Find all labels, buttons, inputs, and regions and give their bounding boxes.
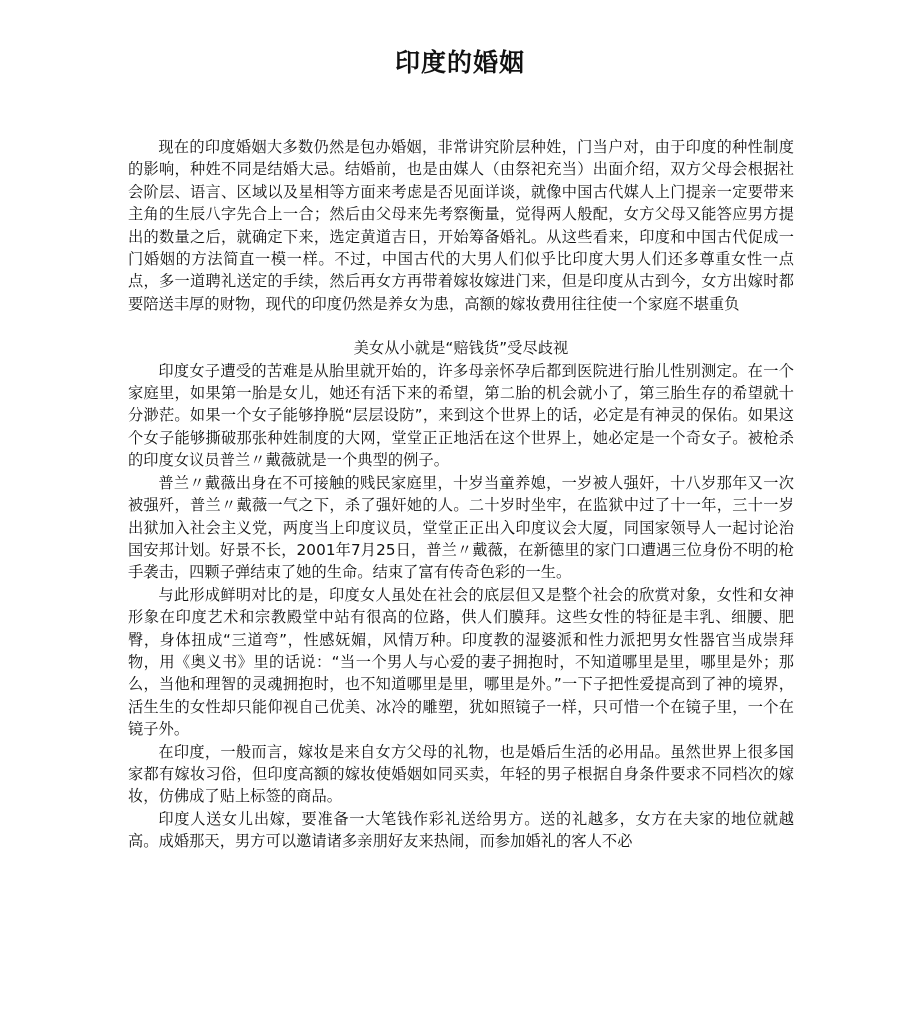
- body-paragraph-3: 与此形成鲜明对比的是，印度女人虽处在社会的底层但又是整个社会的欣赏对象，女性和女神形象在印度艺术和宗教殿堂中站有很高的位路，供人们膜拜。这些女性的特征是丰乳、细腰、肥臀，身体扭成“三道弯”，性感妩媚，风情万种。印度教的湿婆派和性力派把男女性器官当成崇拜物，用《奥义书》里的话说：“当一个男人与心爱的妻子拥抱时，不知道哪里是里，哪里是外；那么，当他和理智的灵魂拥抱时，也不知道哪里是里，哪里是外。”一下子把性爱提高到了神的境界，活生生的女性却只能仰视自己优美、冰冷的雕塑，犹如照镜子一样，只可惜一个在镜子里，一个在镜子外。: [128, 585, 794, 739]
- body-paragraph-2: 普兰〃戴薇出身在不可接触的贱民家庭里，十岁当童养媳，一岁被人强奸，十八岁那年又一次被强歼，普兰〃戴薇一气之下，杀了强奸她的人。二十岁时坐牢，在监狱中过了十一年，三十一岁出狱加入社会主义党，两度当上印度议员，堂堂正正出入印度议会大厦，同国家领导人一起讨论治国安邦计划。好景不长，2001年7月25日，普兰〃戴薇，在新德里的家门口遭遇三位身份不明的枪手袭击，四颗子弹结束了她的生命。结束了富有传奇色彩的一生。: [128, 473, 794, 582]
- section-heading: 美女从小就是“赔钱货”受尽歧视: [353, 339, 569, 358]
- body-paragraph-5: 印度人送女儿出嫁，要准备一大笔钱作彩礼送给男方。送的礼越多，女方在夫家的地位就越高。成婚那天，男方可以邀请诸多亲朋好友来热闹，而参加婚礼的客人不必: [128, 809, 794, 851]
- body-paragraph-1: 印度女子遭受的苦难是从胎里就开始的，许多母亲怀孕后都到医院进行胎儿性别测定。在一个家庭里，如果第一胎是女儿，她还有活下来的希望，第二胎的机会就小了，第三胎生存的希望就十分渺茫。如果一个女子能够挣脱“层层设防”，来到这个世界上的话，必定是有神灵的保佑。如果这个女子能够撕破那张种姓制度的大网，堂堂正正地活在这个世界上，她必定是一个奇女子。被枪杀的印度女议员普兰〃戴薇就是一个典型的例子。: [128, 361, 794, 470]
- document-body: [128, 136, 794, 853]
- body-paragraph-4: 在印度，一般而言，嫁妆是来自女方父母的礼物，也是婚后生活的必用品。虽然世界上很多国家都有嫁妆习俗，但印度高额的嫁妆使婚姻如同买卖，年轻的男子根据自身条件要求不同档次的嫁妆，仿佛成了贴上标签的商品。: [128, 742, 794, 806]
- intro-paragraph: 现在的印度婚姻大多数仍然是包办婚姻，非常讲究阶层种姓，门当户对，由于印度的种性制度的影响，种姓不同是结婚大忌。结婚前，也是由媒人（由祭祀充当）出面介绍，双方父母会根据社会阶层、语言、区域以及星相等方面来考虑是否见面详谈，就像中国古代媒人上门提亲一定要带来主角的生辰八字先合上一合；然后由父母来先考察衡量，觉得两人般配，女方父母又能答应男方提出的数量之后，就确定下来，选定黄道吉日，开始筹备婚礼。从这些看来，印度和中国古代促成一门婚姻的方法简直一模一样。不过，中国古代的大男人们似乎比印度大男人们还多尊重女性一点点，多一道聘礼送定的手续，然后再女方再带着嫁妆嫁进门来，但是印度从古到今，女方出嫁时都要陪送丰厚的财物，现代的印度仍然是养女为患，高额的嫁妆费用往往使一个家庭不堪重负: [128, 138, 794, 313]
- document-title: 印度的婚姻: [394, 47, 525, 77]
